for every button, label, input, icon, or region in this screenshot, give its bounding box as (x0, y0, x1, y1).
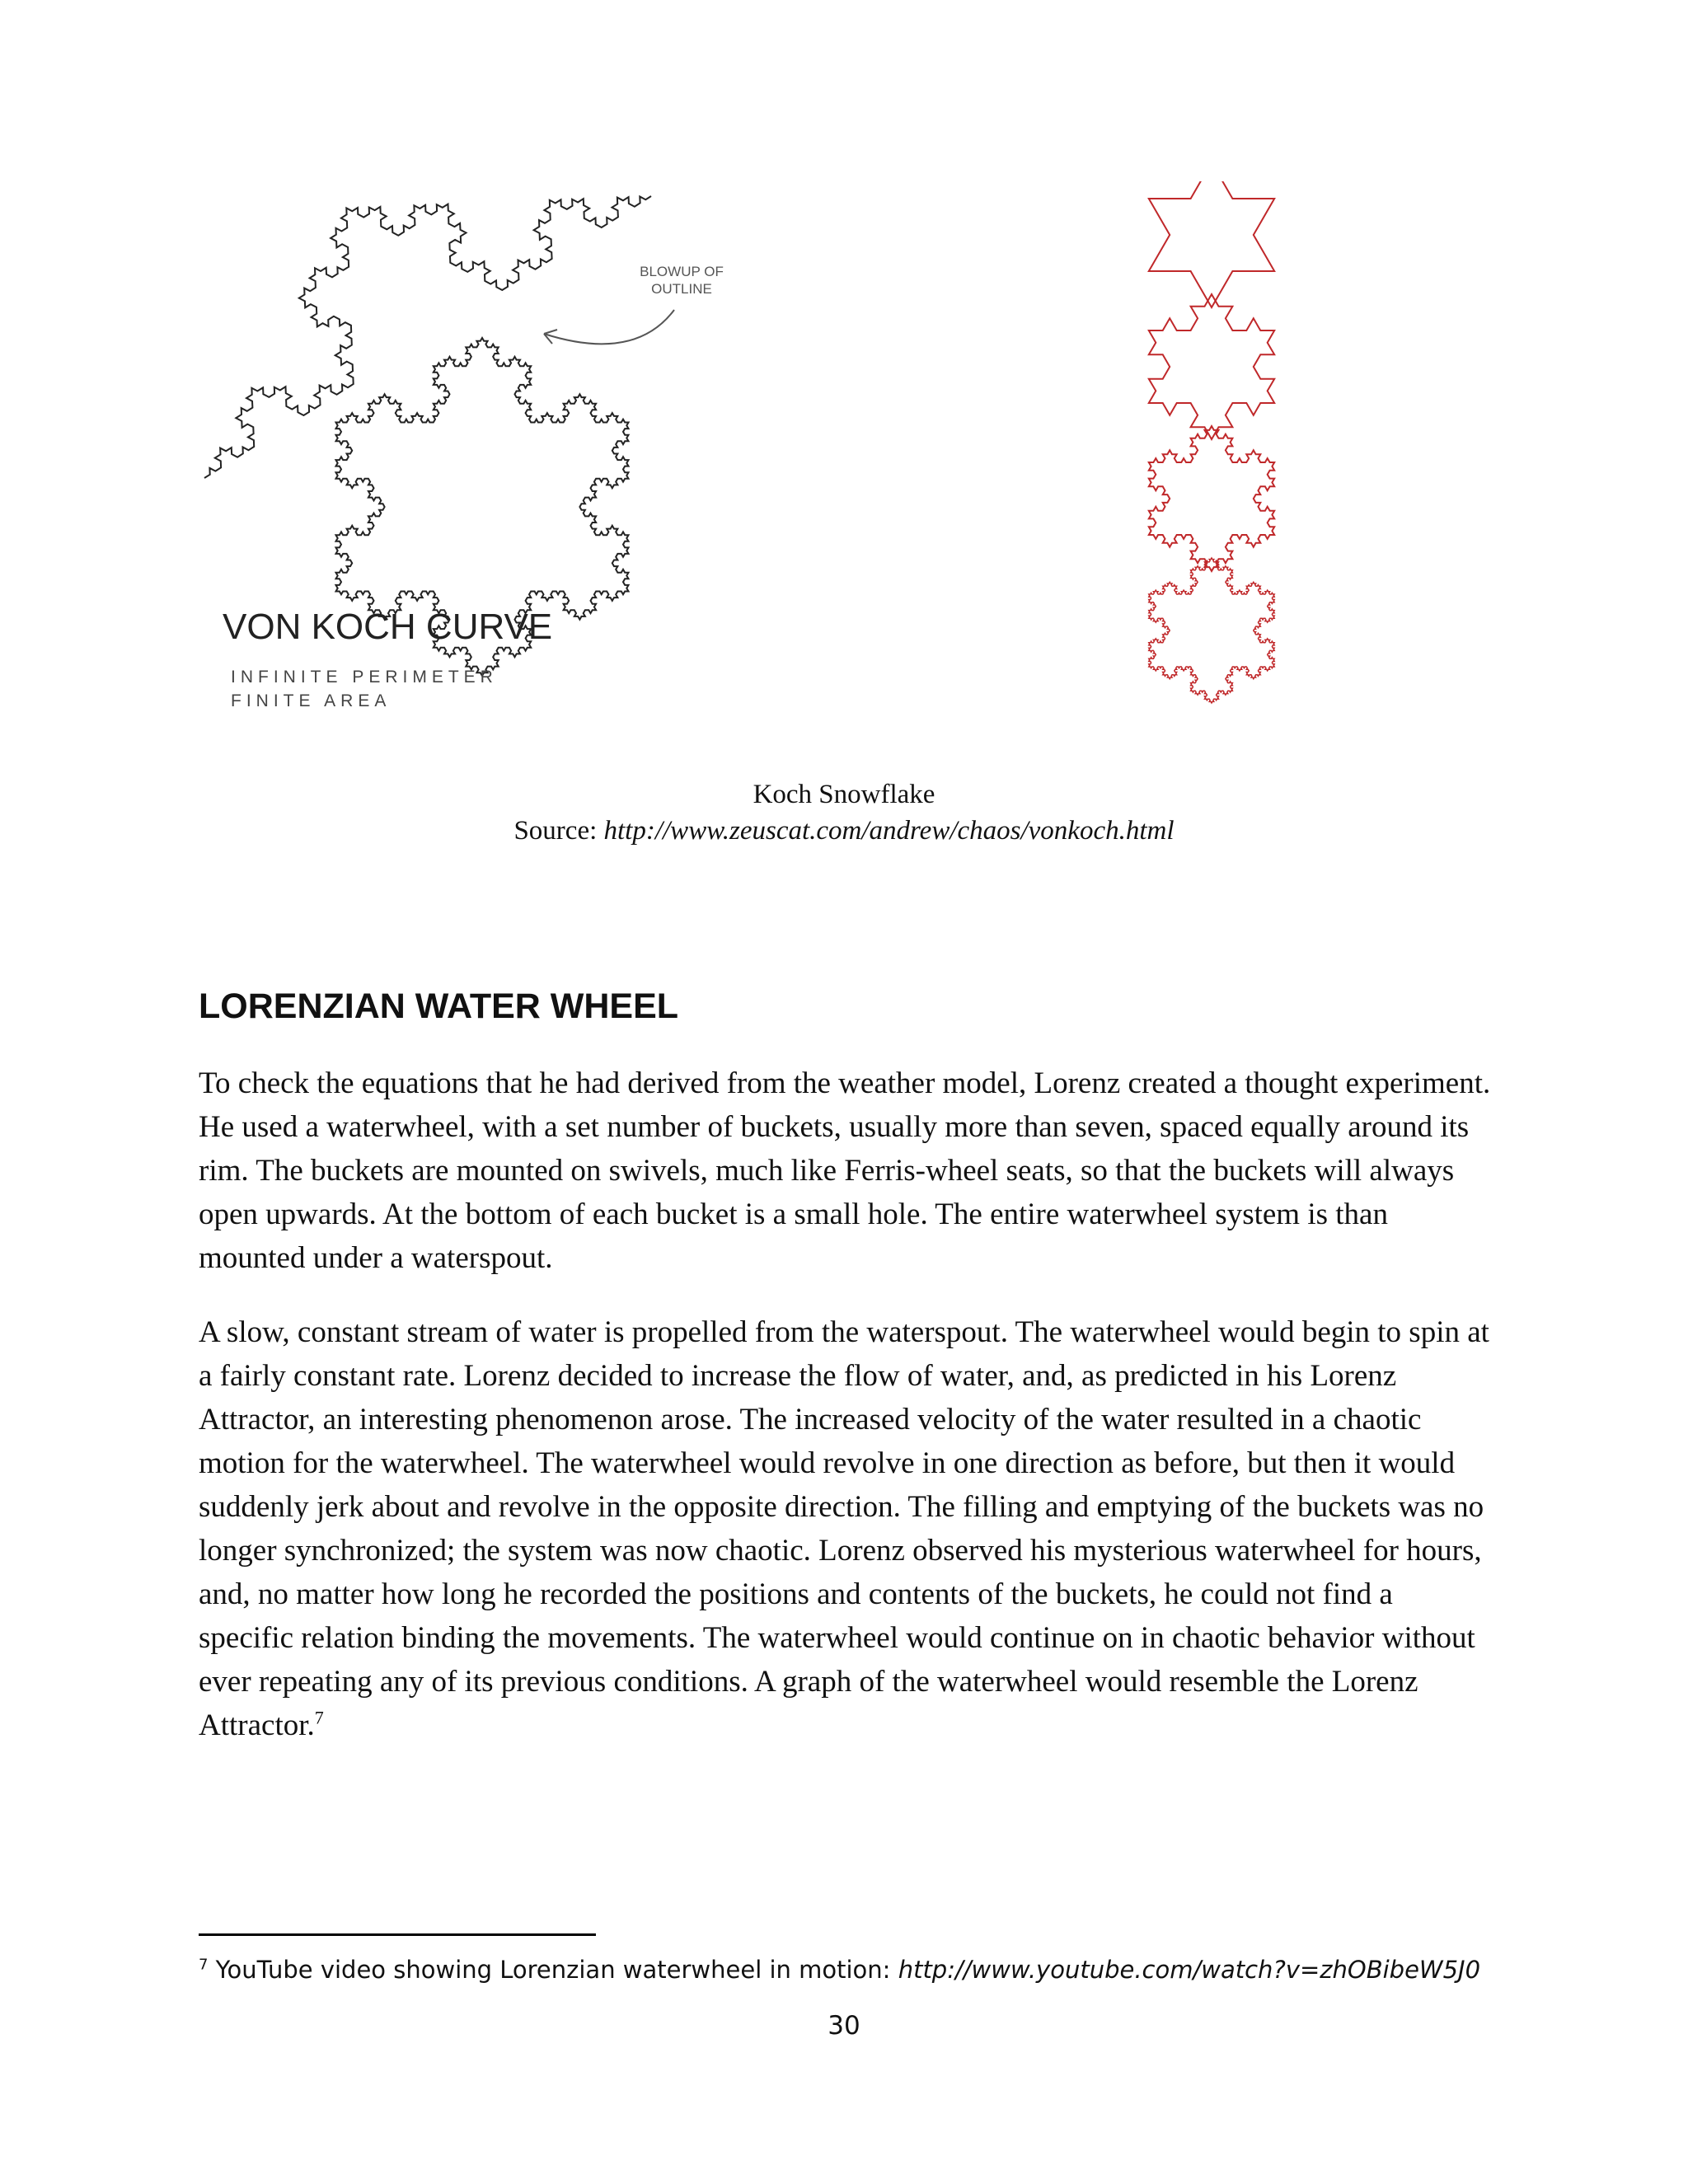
section-heading: LORENZIAN WATER WHEEL (199, 987, 679, 1026)
koch-curve-blowup (204, 196, 651, 478)
curve-subtitle-2: FINITE AREA (231, 691, 392, 710)
page-number: 30 (828, 2011, 860, 2041)
figure-caption-source (0, 813, 1688, 849)
curve-subtitle-1: INFINITE PERIMETER (231, 668, 498, 687)
footnote-text: YouTube video showing Lorenzian waterwheel in motion: (215, 1956, 891, 1984)
koch-figure-svg (190, 181, 1343, 758)
footnote-url: http://www.youtube.com/watch?v=zhOBibeW5J0 (898, 1956, 1481, 1984)
koch-snowflake-iteration-1 (1149, 181, 1274, 307)
figure-caption-title: Koch Snowflake (753, 780, 935, 809)
blowup-arrow (544, 310, 674, 344)
footnote-number: 7 (199, 1956, 209, 1974)
source-url: http://www.zeuscat.com/andrew/chaos/vonkoch.html (603, 816, 1175, 846)
curve-title: VON KOCH CURVE (223, 607, 553, 647)
paragraph-1: To check the equations that he had derived from the weather model, Lorenz created a thought experiment. He used a waterwheel, with a set number of buckets, usually more than seven, spaced equally around its rim. The buckets are mounted on swivels, much like Ferris-wheel seats, so that the buckets will always open upwards. At the bottom of each bucket is a small hole. The entire waterwheel system is than mounted under a waterspout. (199, 1066, 1491, 1275)
koch-snowflake-iteration-3 (1149, 426, 1274, 571)
paragraph-2 (199, 1310, 1493, 1747)
paragraph-2-text: A slow, constant stream of water is propelled from the waterspout. The waterwheel would begin to spin at a fairly constant rate. Lorenz decided to increase the flow of water, and, as predicted in his Lorenz Attractor, an interesting phenomenon arose. The increased velocity of the water resulted in a chaotic motion for the waterwheel. The waterwheel would revolve in one direction as before, but then it would suddenly jerk about and revolve in the opposite direction. The filling and emptying of the buckets was no longer synchronized; the system was now chaotic. Lorenz observed his mysterious waterwheel for hours, and, no matter how long he recorded the positions and contents of the buckets, he could not find a specific relation binding the movements. The waterwheel would continue on in chaotic behavior without ever repeating any of its previous conditions. A graph of the waterwheel would resemble the Lorenz Attractor. (199, 1315, 1489, 1742)
footnote-reference: 7 (314, 1707, 324, 1728)
source-label: Source: (513, 816, 598, 846)
koch-snowflake-iteration-4 (1149, 558, 1274, 703)
footnote-divider (199, 1933, 596, 1936)
footnote (199, 1953, 1480, 1986)
koch-snowflake-iteration-2 (1149, 294, 1274, 439)
koch-figure (190, 181, 1343, 758)
annotation-line2: OUTLINE (651, 281, 712, 297)
annotation-line1: BLOWUP OF (640, 264, 724, 279)
